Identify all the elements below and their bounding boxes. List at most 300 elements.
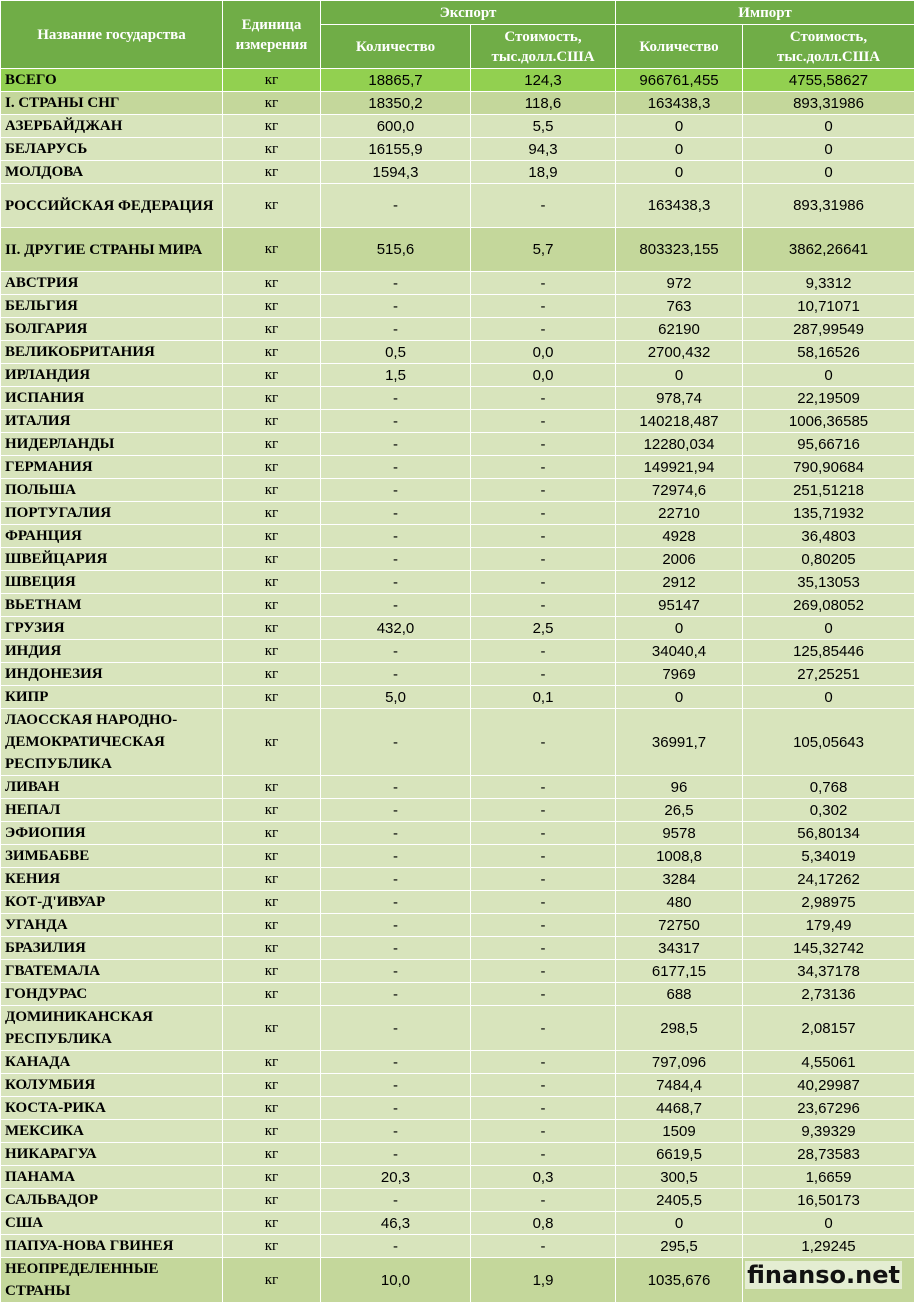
cell-import-qty: 163438,3 — [616, 184, 743, 228]
table-row — [1, 502, 914, 525]
cell-export-cost: - — [471, 914, 616, 937]
cell-country: ГРУЗИЯ — [1, 617, 223, 640]
cell-country: ИНДИЯ — [1, 640, 223, 663]
cell-import-qty: 300,5 — [616, 1166, 743, 1189]
cell-export-cost: - — [471, 479, 616, 502]
cell-unit: кг — [223, 776, 321, 799]
cell-export-qty: - — [321, 433, 471, 456]
cell-import-qty: 9578 — [616, 822, 743, 845]
cell-import-qty: 96 — [616, 776, 743, 799]
cell-export-qty: - — [321, 891, 471, 914]
cell-unit: кг — [223, 161, 321, 184]
cell-unit: кг — [223, 891, 321, 914]
cell-export-cost: 5,5 — [471, 115, 616, 138]
cell-export-qty: - — [321, 1143, 471, 1166]
cell-import-cost: 9,3312 — [743, 272, 914, 295]
cell-country: НИДЕРЛАНДЫ — [1, 433, 223, 456]
table-row — [1, 1235, 914, 1258]
watermark-logo: finanso.net — [745, 1261, 902, 1289]
cell-import-cost: 22,19509 — [743, 387, 914, 410]
cell-export-qty: - — [321, 272, 471, 295]
cell-country: ДОМИНИКАНСКАЯ РЕСПУБЛИКА — [1, 1006, 223, 1051]
cell-import-cost: 95,66716 — [743, 433, 914, 456]
cell-import-cost: 4,55061 — [743, 1051, 914, 1074]
cell-unit: кг — [223, 341, 321, 364]
cell-import-cost: 179,49 — [743, 914, 914, 937]
cell-export-cost: - — [471, 983, 616, 1006]
table-row — [1, 937, 914, 960]
table-row — [1, 318, 914, 341]
cell-export-qty: - — [321, 709, 471, 776]
cell-export-cost: - — [471, 433, 616, 456]
cell-export-qty: - — [321, 1189, 471, 1212]
cell-export-cost: 0,0 — [471, 364, 616, 387]
cell-unit: кг — [223, 295, 321, 318]
cell-export-cost: - — [471, 709, 616, 776]
cell-unit: кг — [223, 822, 321, 845]
table-row — [1, 686, 914, 709]
table-row — [1, 1074, 914, 1097]
table-row — [1, 410, 914, 433]
cell-export-qty: 515,6 — [321, 228, 471, 272]
cell-unit: кг — [223, 983, 321, 1006]
cell-import-cost: 56,80134 — [743, 822, 914, 845]
table-row — [1, 868, 914, 891]
header-import-cost: Стоимость, тыс.долл.США — [743, 25, 914, 69]
cell-export-qty: 600,0 — [321, 115, 471, 138]
table-row — [1, 960, 914, 983]
header-country: Название государства — [1, 1, 223, 69]
cell-import-cost: 24,17262 — [743, 868, 914, 891]
cell-export-cost: - — [471, 272, 616, 295]
cell-country: КЕНИЯ — [1, 868, 223, 891]
cell-export-cost: - — [471, 571, 616, 594]
cell-unit: кг — [223, 937, 321, 960]
cell-import-cost: 0 — [743, 115, 914, 138]
cell-export-cost: - — [471, 1006, 616, 1051]
cell-country: НЕОПРЕДЕЛЕННЫЕ СТРАНЫ — [1, 1258, 223, 1303]
cell-unit: кг — [223, 433, 321, 456]
cell-import-cost: 0,302 — [743, 799, 914, 822]
cell-import-cost: 0 — [743, 617, 914, 640]
table-row — [1, 228, 914, 272]
cell-import-qty: 966761,455 — [616, 69, 743, 92]
cell-export-cost: - — [471, 1097, 616, 1120]
cell-unit: кг — [223, 799, 321, 822]
cell-export-qty: - — [321, 799, 471, 822]
cell-unit: кг — [223, 502, 321, 525]
cell-import-qty: 1008,8 — [616, 845, 743, 868]
cell-export-cost: - — [471, 868, 616, 891]
cell-country: ШВЕЙЦАРИЯ — [1, 548, 223, 571]
table-body — [1, 69, 914, 1303]
cell-export-qty: - — [321, 502, 471, 525]
cell-unit: кг — [223, 1097, 321, 1120]
cell-import-cost: 893,31986 — [743, 92, 914, 115]
cell-export-qty: - — [321, 822, 471, 845]
cell-export-cost: 0,0 — [471, 341, 616, 364]
cell-unit: кг — [223, 184, 321, 228]
header-export-cost: Стоимость, тыс.долл.США — [471, 25, 616, 69]
cell-import-qty: 1509 — [616, 1120, 743, 1143]
cell-export-qty: - — [321, 479, 471, 502]
cell-export-cost: - — [471, 799, 616, 822]
cell-unit: кг — [223, 617, 321, 640]
table-row — [1, 92, 914, 115]
cell-export-qty: - — [321, 184, 471, 228]
cell-country: США — [1, 1212, 223, 1235]
cell-unit: кг — [223, 914, 321, 937]
cell-import-cost: 2,08157 — [743, 1006, 914, 1051]
cell-unit: кг — [223, 92, 321, 115]
cell-unit: кг — [223, 364, 321, 387]
cell-export-qty: - — [321, 1051, 471, 1074]
cell-country: НЕПАЛ — [1, 799, 223, 822]
cell-import-cost: 23,67296 — [743, 1097, 914, 1120]
cell-export-cost: 124,3 — [471, 69, 616, 92]
table-row — [1, 640, 914, 663]
header-export: Экспорт — [321, 1, 616, 25]
cell-country: РОССИЙСКАЯ ФЕДЕРАЦИЯ — [1, 184, 223, 228]
table-row — [1, 456, 914, 479]
cell-country: ИНДОНЕЗИЯ — [1, 663, 223, 686]
cell-import-cost: 0 — [743, 686, 914, 709]
cell-export-qty: - — [321, 914, 471, 937]
cell-unit: кг — [223, 1143, 321, 1166]
cell-import-cost: 35,13053 — [743, 571, 914, 594]
cell-country: БОЛГАРИЯ — [1, 318, 223, 341]
cell-export-qty: 1594,3 — [321, 161, 471, 184]
cell-unit: кг — [223, 548, 321, 571]
cell-import-qty: 3284 — [616, 868, 743, 891]
cell-country: ГЕРМАНИЯ — [1, 456, 223, 479]
cell-import-qty: 95147 — [616, 594, 743, 617]
cell-import-qty: 7969 — [616, 663, 743, 686]
cell-unit: кг — [223, 663, 321, 686]
cell-import-cost: 893,31986 — [743, 184, 914, 228]
cell-import-cost: 0 — [743, 1212, 914, 1235]
cell-unit: кг — [223, 868, 321, 891]
cell-unit: кг — [223, 479, 321, 502]
table-row — [1, 525, 914, 548]
cell-unit: кг — [223, 1166, 321, 1189]
table-row — [1, 594, 914, 617]
cell-country: ИРЛАНДИЯ — [1, 364, 223, 387]
cell-country: АВСТРИЯ — [1, 272, 223, 295]
cell-unit: кг — [223, 1074, 321, 1097]
cell-country: ЭФИОПИЯ — [1, 822, 223, 845]
cell-country: КАНАДА — [1, 1051, 223, 1074]
cell-country: БЕЛАРУСЬ — [1, 138, 223, 161]
cell-import-qty: 72750 — [616, 914, 743, 937]
cell-import-qty: 0 — [616, 686, 743, 709]
cell-unit: кг — [223, 387, 321, 410]
cell-country: ЛАОССКАЯ НАРОДНО-ДЕМОКРАТИЧЕСКАЯ РЕСПУБЛИКА — [1, 709, 223, 776]
cell-export-qty: - — [321, 387, 471, 410]
cell-import-qty: 149921,94 — [616, 456, 743, 479]
cell-country: КОСТА-РИКА — [1, 1097, 223, 1120]
cell-import-qty: 0 — [616, 161, 743, 184]
cell-export-cost: - — [471, 937, 616, 960]
cell-export-cost: 0,3 — [471, 1166, 616, 1189]
cell-export-qty: 18350,2 — [321, 92, 471, 115]
cell-import-cost: 0,768 — [743, 776, 914, 799]
cell-export-cost: 1,9 — [471, 1258, 616, 1303]
cell-unit: кг — [223, 1258, 321, 1303]
cell-export-qty: - — [321, 640, 471, 663]
cell-country: МОЛДОВА — [1, 161, 223, 184]
table-row — [1, 364, 914, 387]
cell-unit: кг — [223, 272, 321, 295]
cell-import-qty: 0 — [616, 115, 743, 138]
table-row — [1, 115, 914, 138]
cell-unit: кг — [223, 709, 321, 776]
cell-import-qty: 163438,3 — [616, 92, 743, 115]
cell-country: ВЕЛИКОБРИТАНИЯ — [1, 341, 223, 364]
table-row — [1, 845, 914, 868]
cell-import-qty: 4468,7 — [616, 1097, 743, 1120]
cell-export-qty: - — [321, 571, 471, 594]
cell-import-qty: 978,74 — [616, 387, 743, 410]
cell-import-qty: 1035,676 — [616, 1258, 743, 1303]
table-row — [1, 1143, 914, 1166]
cell-import-cost: 269,08052 — [743, 594, 914, 617]
table-row — [1, 983, 914, 1006]
cell-unit: кг — [223, 1051, 321, 1074]
cell-export-cost: - — [471, 410, 616, 433]
cell-export-cost: 2,5 — [471, 617, 616, 640]
cell-export-qty: - — [321, 937, 471, 960]
cell-import-cost: 105,05643 — [743, 709, 914, 776]
cell-import-qty: 763 — [616, 295, 743, 318]
cell-unit: кг — [223, 525, 321, 548]
cell-unit: кг — [223, 1235, 321, 1258]
cell-country: ПОЛЬША — [1, 479, 223, 502]
cell-export-qty: - — [321, 525, 471, 548]
cell-export-qty: - — [321, 983, 471, 1006]
cell-unit: кг — [223, 1212, 321, 1235]
cell-export-qty: 1,5 — [321, 364, 471, 387]
cell-export-qty: - — [321, 295, 471, 318]
cell-import-cost: 28,73583 — [743, 1143, 914, 1166]
cell-unit: кг — [223, 69, 321, 92]
cell-export-qty: - — [321, 868, 471, 891]
cell-export-qty: - — [321, 548, 471, 571]
cell-import-cost: 4755,58627 — [743, 69, 914, 92]
cell-country: НИКАРАГУА — [1, 1143, 223, 1166]
cell-import-cost: 2,98975 — [743, 891, 914, 914]
cell-import-qty: 12280,034 — [616, 433, 743, 456]
cell-import-qty: 0 — [616, 364, 743, 387]
cell-export-cost: - — [471, 776, 616, 799]
table-row — [1, 548, 914, 571]
cell-country: ВСЕГО — [1, 69, 223, 92]
cell-import-cost: 9,39329 — [743, 1120, 914, 1143]
cell-import-qty: 140218,487 — [616, 410, 743, 433]
cell-export-qty: - — [321, 663, 471, 686]
cell-import-qty: 34040,4 — [616, 640, 743, 663]
cell-export-qty: - — [321, 1006, 471, 1051]
cell-import-cost: 1,6659 — [743, 1166, 914, 1189]
header-import-qty: Количество — [616, 25, 743, 69]
cell-export-cost: - — [471, 1074, 616, 1097]
table-row — [1, 617, 914, 640]
cell-import-cost: 145,32742 — [743, 937, 914, 960]
cell-export-cost: - — [471, 594, 616, 617]
cell-export-cost: - — [471, 184, 616, 228]
cell-country: ПАПУА-НОВА ГВИНЕЯ — [1, 1235, 223, 1258]
table-row — [1, 161, 914, 184]
cell-unit: кг — [223, 228, 321, 272]
cell-export-qty: 432,0 — [321, 617, 471, 640]
cell-country: КОТ-Д'ИВУАР — [1, 891, 223, 914]
cell-country: ШВЕЦИЯ — [1, 571, 223, 594]
cell-country: БРАЗИЛИЯ — [1, 937, 223, 960]
cell-import-qty: 0 — [616, 617, 743, 640]
cell-unit: кг — [223, 410, 321, 433]
table-row — [1, 822, 914, 845]
cell-import-cost: 58,16526 — [743, 341, 914, 364]
cell-export-qty: 20,3 — [321, 1166, 471, 1189]
cell-country: ИТАЛИЯ — [1, 410, 223, 433]
cell-import-qty: 7484,4 — [616, 1074, 743, 1097]
table-row — [1, 663, 914, 686]
cell-import-cost: 16,50173 — [743, 1189, 914, 1212]
cell-import-cost: 27,25251 — [743, 663, 914, 686]
cell-country: БЕЛЬГИЯ — [1, 295, 223, 318]
cell-import-qty: 36991,7 — [616, 709, 743, 776]
cell-country: МЕКСИКА — [1, 1120, 223, 1143]
cell-export-cost: - — [471, 1120, 616, 1143]
table-row — [1, 295, 914, 318]
cell-import-cost: 3862,26641 — [743, 228, 914, 272]
table-row — [1, 138, 914, 161]
cell-export-qty: 0,5 — [321, 341, 471, 364]
cell-export-qty: 16155,9 — [321, 138, 471, 161]
cell-import-cost: 34,37178 — [743, 960, 914, 983]
cell-export-cost: 5,7 — [471, 228, 616, 272]
cell-import-qty: 298,5 — [616, 1006, 743, 1051]
cell-country: II. ДРУГИЕ СТРАНЫ МИРА — [1, 228, 223, 272]
table-row — [1, 1006, 914, 1051]
header-export-qty: Количество — [321, 25, 471, 69]
cell-country: ФРАНЦИЯ — [1, 525, 223, 548]
cell-import-qty: 2006 — [616, 548, 743, 571]
cell-unit: кг — [223, 1120, 321, 1143]
table-row — [1, 1189, 914, 1212]
header-unit: Единица измерения — [223, 1, 321, 69]
cell-export-cost: - — [471, 1235, 616, 1258]
table-row — [1, 1212, 914, 1235]
cell-export-cost: - — [471, 960, 616, 983]
table-row — [1, 776, 914, 799]
cell-export-qty: - — [321, 1097, 471, 1120]
cell-unit: кг — [223, 571, 321, 594]
cell-export-cost: - — [471, 1051, 616, 1074]
cell-export-cost: 94,3 — [471, 138, 616, 161]
cell-import-cost: 5,34019 — [743, 845, 914, 868]
cell-export-cost: - — [471, 295, 616, 318]
cell-import-qty: 972 — [616, 272, 743, 295]
cell-import-cost: 2,73136 — [743, 983, 914, 1006]
cell-export-cost: 118,6 — [471, 92, 616, 115]
cell-import-cost: 1006,36585 — [743, 410, 914, 433]
cell-import-qty: 0 — [616, 1212, 743, 1235]
cell-import-cost: 135,71932 — [743, 502, 914, 525]
cell-unit: кг — [223, 960, 321, 983]
cell-country: КОЛУМБИЯ — [1, 1074, 223, 1097]
cell-unit: кг — [223, 1189, 321, 1212]
table-row — [1, 69, 914, 92]
cell-export-qty: - — [321, 960, 471, 983]
cell-unit: кг — [223, 456, 321, 479]
cell-export-cost: - — [471, 663, 616, 686]
cell-country: КИПР — [1, 686, 223, 709]
table-row — [1, 799, 914, 822]
cell-country: ПАНАМА — [1, 1166, 223, 1189]
cell-country: ГВАТЕМАЛА — [1, 960, 223, 983]
cell-import-qty: 6619,5 — [616, 1143, 743, 1166]
cell-export-cost: - — [471, 845, 616, 868]
cell-import-qty: 34317 — [616, 937, 743, 960]
cell-export-cost: 0,1 — [471, 686, 616, 709]
cell-export-qty: - — [321, 776, 471, 799]
table-row — [1, 341, 914, 364]
cell-export-qty: 10,0 — [321, 1258, 471, 1303]
cell-export-qty: - — [321, 1235, 471, 1258]
cell-import-cost: 0 — [743, 161, 914, 184]
cell-country: ЗИМБАБВЕ — [1, 845, 223, 868]
cell-export-qty: - — [321, 410, 471, 433]
cell-import-cost: 790,90684 — [743, 456, 914, 479]
cell-unit: кг — [223, 318, 321, 341]
cell-unit: кг — [223, 845, 321, 868]
table-row — [1, 1120, 914, 1143]
cell-country: ПОРТУГАЛИЯ — [1, 502, 223, 525]
cell-import-qty: 295,5 — [616, 1235, 743, 1258]
table-row — [1, 479, 914, 502]
cell-export-qty: - — [321, 1074, 471, 1097]
cell-country: САЛЬВАДОР — [1, 1189, 223, 1212]
cell-export-cost: - — [471, 318, 616, 341]
cell-country: I. СТРАНЫ СНГ — [1, 92, 223, 115]
table-row — [1, 571, 914, 594]
cell-import-qty: 2405,5 — [616, 1189, 743, 1212]
cell-import-qty: 480 — [616, 891, 743, 914]
cell-country: УГАНДА — [1, 914, 223, 937]
cell-country: ГОНДУРАС — [1, 983, 223, 1006]
cell-country: ИСПАНИЯ — [1, 387, 223, 410]
cell-export-cost: - — [471, 640, 616, 663]
cell-export-cost: 0,8 — [471, 1212, 616, 1235]
table-row — [1, 891, 914, 914]
cell-export-qty: - — [321, 594, 471, 617]
cell-import-cost: 1,29245 — [743, 1235, 914, 1258]
cell-export-qty: 46,3 — [321, 1212, 471, 1235]
cell-import-cost: 36,4803 — [743, 525, 914, 548]
table-row — [1, 914, 914, 937]
cell-export-cost: - — [471, 1189, 616, 1212]
table-header — [1, 1, 914, 69]
cell-import-cost: 0 — [743, 364, 914, 387]
cell-unit: кг — [223, 1006, 321, 1051]
cell-export-cost: - — [471, 525, 616, 548]
cell-export-qty: 18865,7 — [321, 69, 471, 92]
cell-import-qty: 0 — [616, 138, 743, 161]
cell-export-cost: - — [471, 1143, 616, 1166]
table-row — [1, 184, 914, 228]
cell-unit: кг — [223, 686, 321, 709]
